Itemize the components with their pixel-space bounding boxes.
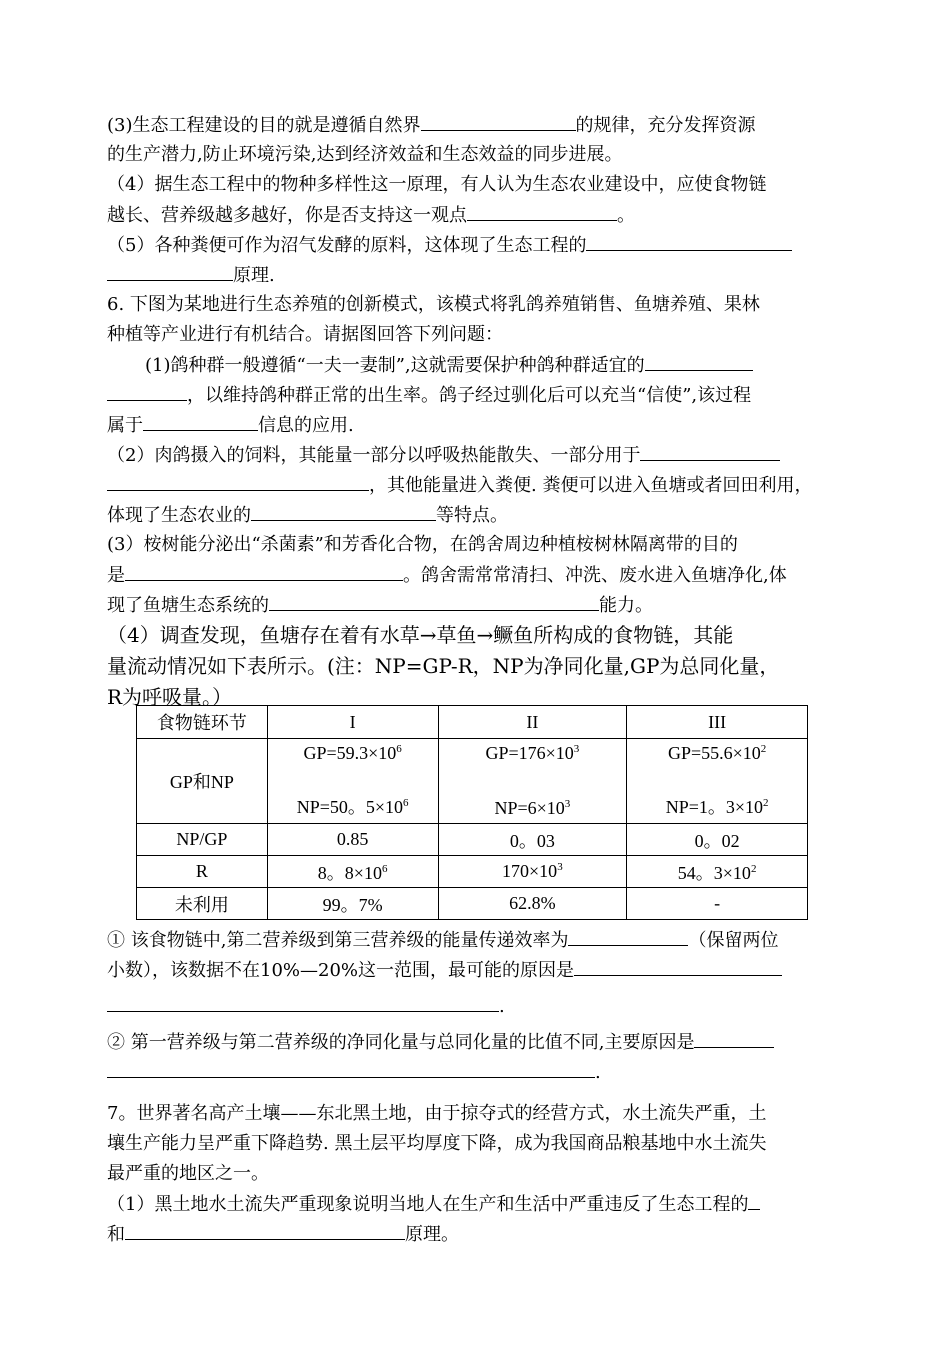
answer-blank[interactable] [574,955,782,976]
q7-line-3 [107,1159,847,1189]
q6-p3-line-2 [107,560,847,590]
q5-text: 原理. [233,265,275,286]
q7-line-1 [107,1099,847,1129]
q6-text: 信息的应用. [258,415,354,436]
s1-line-2 [107,955,847,985]
q4-text: （4）据生态工程中的物种多样性这一原理，有人认为生态农业建设中，应使食物链 [107,174,767,195]
question-block [107,110,847,713]
table-row [137,888,808,920]
table-cell: 8。$8\times 10^6$ [267,856,438,888]
q6-text: ，以维持鸽种群正常的出生率。鸽子经过驯化后可以充当“信使”,该过程 [187,385,752,406]
q7-line-4 [107,1189,847,1219]
answer-blank[interactable] [107,470,369,491]
q7-text: 和 [107,1224,125,1245]
q4-text: 。 [617,205,635,226]
table-row [137,824,808,856]
q6-text: 量流动情况如下表所示。(注：NP=GP-R，NP为净同化量,GP为总同化量， [107,654,780,678]
answer-blank[interactable] [125,560,403,581]
q7-text: （1）黑土地水土流失严重现象说明当地人在生产和生活中严重违反了生态工程的 [107,1194,749,1215]
table-cell: - [627,888,808,920]
q6-p2-line-3 [107,500,847,530]
table-cell: 99。7% [267,888,438,920]
q3-text: 的生产潜力,防止环境污染,达到经济效益和生态效益的同步进展。 [107,144,623,165]
table-cell: 未利用 [137,888,268,920]
q6-text: 体现了生态农业的 [107,505,251,526]
q5-line-1 [107,230,847,260]
q4-line-1 [107,170,847,200]
q6-text: ，其他能量进入粪便. 粪便可以进入鱼塘或者回田利用， [369,475,813,496]
answer-blank[interactable] [748,1189,760,1210]
q7-text: 7。世界著名高产土壤——东北黑土地，由于掠夺式的经营方式，水土流失严重，土 [107,1103,767,1124]
sub-question-text: . [499,996,505,1017]
q4-line-2 [107,200,847,230]
q5-text: （5）各种粪便可作为沼气发酵的原料，这体现了生态工程的 [107,235,587,256]
q6-p3-line-1 [107,530,847,560]
answer-blank[interactable] [645,350,753,371]
q6-text: (1)鸽种群一般遵循“一夫一妻制”,这就需要保护种鸽种群适宜的 [145,355,645,376]
q6-p2-line-2 [107,470,847,500]
table-header: II [438,706,627,739]
q4-text: 越长、营养级越多越好，你是否支持这一观点 [107,205,467,226]
s1-line-1 [107,925,847,955]
s2-line-2 [107,1057,847,1087]
sub-question-text: （保留两位 [688,930,779,951]
answer-blank[interactable] [640,440,780,461]
table-row [137,739,808,824]
answer-blank[interactable] [269,590,599,611]
q6-text: 6. 下图为某地进行生态养殖的创新模式，该模式将乳鸽养殖销售、鱼塘养殖、果林 [107,294,760,315]
table-cell: 0。03 [438,824,627,856]
table-header: 食物链环节 [137,706,268,739]
q6-p2-line-1 [107,440,847,470]
answer-blank[interactable] [586,230,792,251]
q6-text: （2）肉鸽摄入的饲料，其能量一部分以呼吸热能散失、一部分用于 [107,445,641,466]
q6-p3-line-3 [107,590,847,620]
q7-text: 壤生产能力呈严重下降趋势. 黑土层平均厚度下降，成为我国商品粮基地中水土流失 [107,1133,767,1154]
q6-text: (3）桉树能分泌出“杀菌素”和芳香化合物，在鸽舍周边种植桉树林隔离带的目的 [107,534,738,555]
table-header: I [267,706,438,739]
answer-blank[interactable] [107,991,499,1012]
q3-text: 的规律，充分发挥资源 [575,115,756,136]
answer-blank[interactable] [107,260,233,281]
table-cell: 0.85 [267,824,438,856]
q6-p1-line-1 [107,350,847,380]
table-cell: GP和NP [137,739,268,824]
table-cell: R [137,856,268,888]
q7-line-5 [107,1219,847,1249]
q6-text: 种植等产业进行有机结合。请据图回答下列问题： [107,324,503,345]
q3-line-1 [107,110,847,140]
q7-text: 原理。 [405,1224,459,1245]
answer-blank[interactable] [421,110,576,131]
answer-blank[interactable] [143,410,258,431]
q3-text: (3)生态工程建设的目的就是遵循自然界 [107,115,421,136]
q6-text: R为呼吸量。） [107,685,233,709]
table-row [137,856,808,888]
sub-question-text: ① 该食物链中,第二营养级到第三营养级的能量传递效率为 [107,930,569,951]
answer-blank[interactable] [694,1027,774,1048]
answer-blank[interactable] [107,1057,595,1078]
table-cell: $GP=59.3\times 10^6$ NP=50。$5\times 10^6$ [267,739,438,824]
q6-intro-1 [107,290,847,320]
q7-line-2 [107,1129,847,1159]
s2-line-1 [107,1027,847,1057]
q3-line-2 [107,140,847,170]
q6-p1-line-3 [107,410,847,440]
q5-line-2 [107,260,847,290]
answer-blank[interactable] [125,1219,405,1240]
s1-line-3 [107,991,847,1021]
table-cell: 54。$3\times 10^2$ [627,856,808,888]
q6-text: 是 [107,565,125,586]
q6-text: 。鸽舍需常常清扫、冲洗、废水进入鱼塘净化,体 [403,565,787,586]
answer-blank[interactable] [251,500,436,521]
q6-p4-line-2 [107,651,847,682]
table-cell: NP/GP [137,824,268,856]
sub-question-text: ② 第一营养级与第二营养级的净同化量与总同化量的比值不同,主要原因是 [107,1032,695,1053]
q6-text: 属于 [107,415,143,436]
q7-text: 最严重的地区之一。 [107,1163,269,1184]
answer-blank[interactable] [107,380,187,401]
q6-p4-line-1 [107,620,847,651]
sub-question-text: . [595,1062,601,1083]
table-header: III [627,706,808,739]
sub-question-text: 小数），该数据不在10%—20%这一范围，最可能的原因是 [107,960,575,981]
answer-blank[interactable] [568,925,688,946]
q6-text: 现了鱼塘生态系统的 [107,595,269,616]
q6-intro-2 [107,320,847,350]
table-cell: $170\times 10^3$ [438,856,627,888]
q6-text: （4）调查发现，鱼塘存在着有水草→草鱼→鳜鱼所构成的食物链，其能 [107,623,734,647]
q6-text: 能力。 [599,595,653,616]
answer-blank[interactable] [467,200,617,221]
table-row [137,706,808,739]
table-cell: 62.8% [438,888,627,920]
energy-flow-table [136,705,808,920]
after-table-block [107,925,847,1249]
q6-p1-line-2 [107,380,847,410]
table-cell: $GP=176\times 10^3$ $NP=6\times 10^3$ [438,739,627,824]
q6-text: 等特点。 [436,505,508,526]
table-cell: 0。02 [627,824,808,856]
table-cell: $GP=55.6\times 10^2$ NP=1。$3\times 10^2$ [627,739,808,824]
